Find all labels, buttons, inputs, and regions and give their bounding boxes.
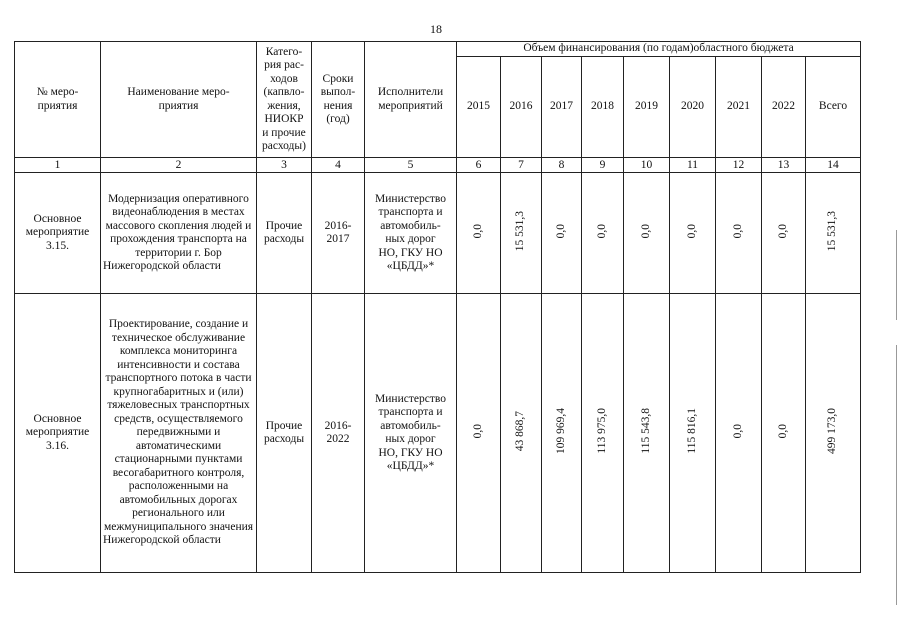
value-2017: 109 969,4 — [554, 407, 567, 454]
value-2021: 0,0 — [731, 423, 744, 438]
header-year: 2021 — [716, 57, 762, 158]
scan-edge-mark — [896, 345, 897, 605]
measure-name: Модернизация оперативного видеонаблюдения в местах массового скопления людей и прохождения транспорта на территории г. Бор Нижегородской области — [101, 173, 257, 294]
header-year: 2017 — [542, 57, 582, 158]
page-number: 18 — [430, 22, 442, 36]
value-2022: 0,0 — [776, 223, 789, 238]
executors: Министерство транспорта и автомобиль- ных дорог НО, ГКУ НО «ЦБДД»* — [365, 173, 457, 294]
measure-number: Основное мероприятие 3.15. — [15, 173, 101, 294]
header-total: Всего — [806, 57, 861, 158]
value-2019: 0,0 — [639, 223, 652, 238]
column-number: 14 — [806, 158, 861, 173]
column-number-row — [15, 158, 861, 173]
value-2022: 0,0 — [776, 423, 789, 438]
value-2018: 113 975,0 — [595, 407, 608, 454]
column-number: 11 — [670, 158, 716, 173]
expense-category: Прочие расходы — [257, 294, 312, 573]
expense-category: Прочие расходы — [257, 173, 312, 294]
column-number: 6 — [457, 158, 501, 173]
value-2016: 43 868,7 — [514, 410, 527, 451]
table-row — [15, 173, 861, 294]
value-2017: 0,0 — [554, 223, 567, 238]
header-measure-name: Наименование меро- приятия — [101, 42, 257, 158]
column-number: 7 — [501, 158, 542, 173]
column-number: 1 — [15, 158, 101, 173]
header-executors: Исполнители мероприятий — [365, 42, 457, 158]
measure-name: Проектирование, создание и техническое обслуживание комплекса мониторинга интенсивности и состава транспортного потока в части крупногабаритных и (или) тяжеловесных транспортных средств, осуществляемого передвижными и автоматическими стационарными пунктами весогабаритного контроля, расположенными на автомобильных дорогах регионального или межмуниципального значения Нижегородской области — [101, 294, 257, 573]
column-number: 10 — [624, 158, 670, 173]
value-total: 15 531,3 — [826, 210, 839, 251]
header-year: 2018 — [582, 57, 624, 158]
column-number: 12 — [716, 158, 762, 173]
header-measure-number: № меро- приятия — [15, 42, 101, 158]
header-period: Сроки выпол- нения (год) — [312, 42, 365, 158]
executors: Министерство транспорта и автомобиль- ных дорог НО, ГКУ НО «ЦБДД»* — [365, 294, 457, 573]
funding-table — [14, 41, 861, 573]
scan-edge-mark — [896, 230, 897, 320]
header-year: 2019 — [624, 57, 670, 158]
value-2020: 0,0 — [685, 223, 698, 238]
header-year: 2022 — [762, 57, 806, 158]
measure-number: Основное мероприятие 3.16. — [15, 294, 101, 573]
period: 2016- 2017 — [312, 173, 365, 294]
value-2019: 115 543,8 — [639, 407, 652, 454]
header-year: 2020 — [670, 57, 716, 158]
column-number: 9 — [582, 158, 624, 173]
value-2021: 0,0 — [731, 223, 744, 238]
column-number: 2 — [101, 158, 257, 173]
column-number: 13 — [762, 158, 806, 173]
header-expense-category: Катего- рия рас- ходов (капвло- жения, НИОКР и прочие расходы) — [257, 42, 312, 158]
value-2015: 0,0 — [471, 223, 484, 238]
column-number: 3 — [257, 158, 312, 173]
value-2020: 115 816,1 — [685, 407, 698, 454]
header-funding-group: Объем финансирования (по годам)областного бюджета — [457, 42, 861, 57]
column-number: 5 — [365, 158, 457, 173]
table-row — [15, 294, 861, 573]
value-total: 499 173,0 — [826, 407, 839, 454]
column-number: 8 — [542, 158, 582, 173]
header-year: 2015 — [457, 57, 501, 158]
value-2018: 0,0 — [595, 223, 608, 238]
header-year: 2016 — [501, 57, 542, 158]
value-2015: 0,0 — [471, 423, 484, 438]
column-number: 4 — [312, 158, 365, 173]
period: 2016- 2022 — [312, 294, 365, 573]
value-2016: 15 531,3 — [514, 210, 527, 251]
